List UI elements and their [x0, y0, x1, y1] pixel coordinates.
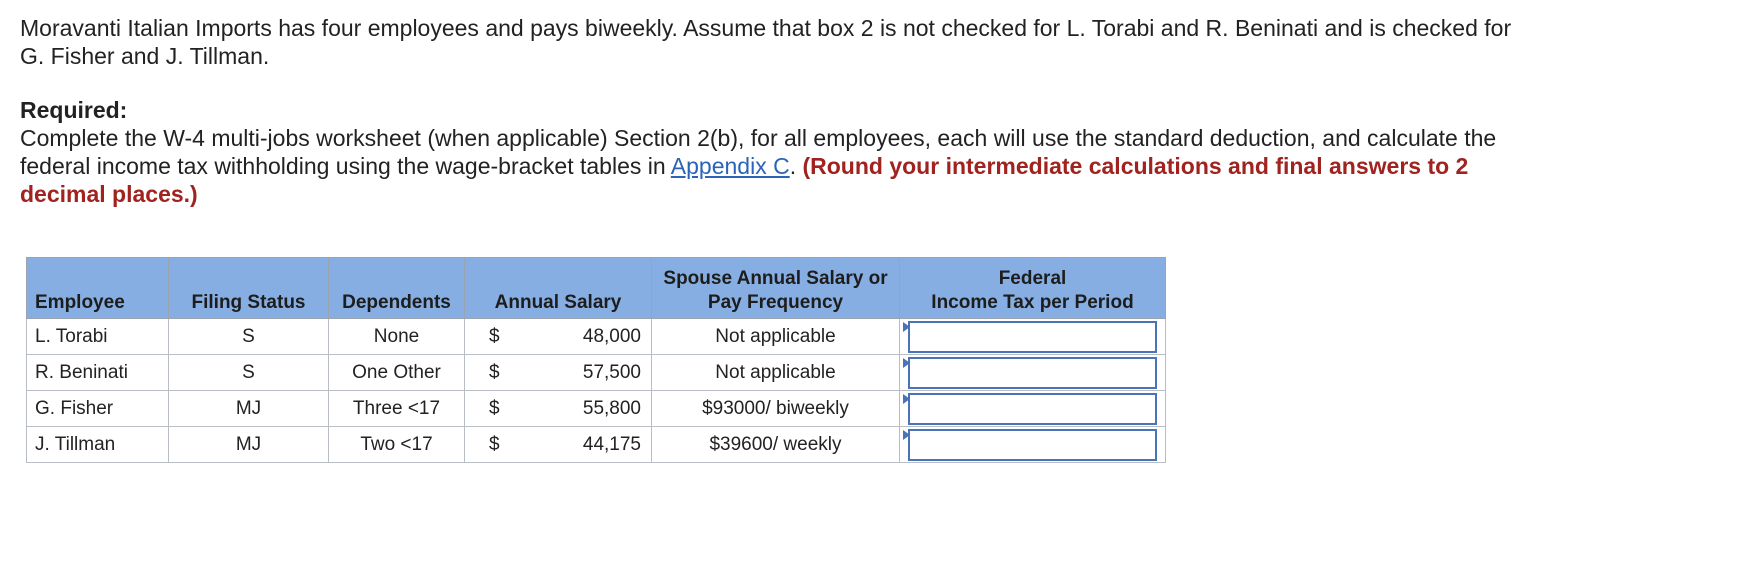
employee-cell: R. Beninati: [27, 355, 169, 391]
federal-tax-input[interactable]: [908, 393, 1157, 425]
table-row: [27, 391, 1166, 427]
spouse-salary-cell: $93000/ biweekly: [652, 391, 900, 427]
dependents-cell: None: [329, 319, 465, 355]
header-filing-status: Filing Status: [169, 258, 329, 319]
spouse-salary-cell: Not applicable: [652, 319, 900, 355]
spouse-salary-cell: $39600/ weekly: [652, 427, 900, 463]
currency-symbol: $: [489, 397, 500, 419]
filing-status-cell: S: [169, 355, 329, 391]
header-employee: Employee: [27, 258, 169, 319]
federal-tax-input[interactable]: [908, 321, 1157, 353]
currency-symbol: $: [489, 361, 500, 383]
dependents-cell: Two <17: [329, 427, 465, 463]
salary-value: 44,175: [582, 433, 641, 455]
federal-tax-cell: [900, 355, 1166, 391]
dependents-cell: Three <17: [329, 391, 465, 427]
header-spouse-salary: [652, 258, 900, 319]
table-row: [27, 427, 1166, 463]
required-heading: Required:: [20, 97, 128, 123]
salary-value: 57,500: [582, 361, 641, 383]
header-spouse-line2: Pay Frequency: [707, 292, 844, 313]
appendix-c-link[interactable]: Appendix C: [670, 153, 790, 179]
header-dependents: Dependents: [329, 258, 465, 319]
annual-salary-cell: [465, 391, 652, 427]
header-fit-line2: Income Tax per Period: [931, 292, 1134, 313]
header-spouse-line1: Spouse Annual Salary or: [663, 268, 888, 289]
filing-status-cell: MJ: [169, 427, 329, 463]
employee-cell: L. Torabi: [27, 319, 169, 355]
salary-value: 55,800: [582, 397, 641, 419]
filing-status-cell: S: [169, 319, 329, 355]
instruction-paragraph: [20, 124, 1540, 208]
table-header-row: [27, 258, 1166, 319]
salary-value: 48,000: [582, 325, 641, 347]
input-flag-icon: [903, 430, 910, 440]
annual-salary-cell: [465, 319, 652, 355]
federal-tax-input[interactable]: [908, 429, 1157, 461]
header-annual-salary: Annual Salary: [465, 258, 652, 319]
header-federal-income-tax: [900, 258, 1166, 319]
federal-tax-cell: [900, 427, 1166, 463]
currency-symbol: $: [489, 433, 500, 455]
dependents-cell: One Other: [329, 355, 465, 391]
payroll-table: [26, 257, 1166, 463]
after-link-text: .: [789, 153, 803, 179]
annual-salary-cell: [465, 355, 652, 391]
federal-tax-cell: [900, 319, 1166, 355]
annual-salary-cell: [465, 427, 652, 463]
currency-symbol: $: [489, 325, 500, 347]
employee-cell: G. Fisher: [27, 391, 169, 427]
federal-tax-input[interactable]: [908, 357, 1157, 389]
input-flag-icon: [903, 358, 910, 368]
header-fit-line1: Federal: [998, 268, 1067, 289]
rounding-note: (Round your intermediate calculations and final answers to 2 decimal places.): [20, 153, 1469, 207]
table-row: [27, 355, 1166, 391]
question-content: [20, 14, 1540, 208]
intro-text: Moravanti Italian Imports has four employees and pays biweekly. Assume that box 2 is not checked for L. Torabi and R. Beninati and is checked for G. Fisher and J. Tillman.: [20, 15, 1512, 69]
spouse-salary-cell: Not applicable: [652, 355, 900, 391]
filing-status-cell: MJ: [169, 391, 329, 427]
federal-tax-cell: [900, 391, 1166, 427]
instruction-text: Complete the W-4 multi-jobs worksheet (when applicable) Section 2(b), for all employees, each will use the standard deduction, and calculate the federal income tax withholding using the wage-bracket tables in: [20, 125, 1497, 179]
employee-cell: J. Tillman: [27, 427, 169, 463]
input-flag-icon: [903, 394, 910, 404]
table-row: [27, 319, 1166, 355]
input-flag-icon: [903, 322, 910, 332]
